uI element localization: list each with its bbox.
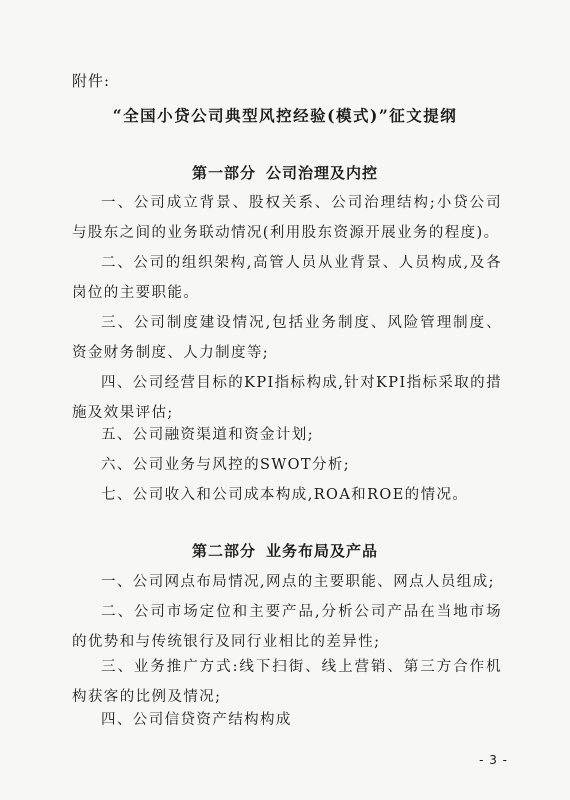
list-item: 二、公司的组织架构,高管人员从业背景、人员构成,及各岗位的主要职能。 — [72, 255, 502, 301]
list-item: 二、公司市场定位和主要产品,分析公司产品在当地市场的优势和与传统银行及同行业相比的差异性; — [72, 604, 502, 650]
section-heading-part-two — [0, 540, 570, 561]
list-item: 一、公司网点布局情况,网点的主要职能、网点人员组成; — [101, 574, 495, 590]
list-item: 三、业务推广方式:线下扫街、线上营销、第三方合作机构获客的比例及情况; — [72, 659, 502, 705]
list-item: 四、公司信贷资产结构构成 — [101, 712, 292, 728]
list-item: 五、公司融资渠道和资金计划; — [101, 427, 314, 443]
section-number: 第二部分 — [191, 542, 256, 560]
list-item: 四、公司经营目标的KPI指标构成,针对KPI指标采取的措施及效果评估; — [72, 375, 502, 421]
list-item: 三、公司制度建设情况,包括业务制度、风险管理制度、资金财务制度、人力制度等; — [72, 315, 502, 361]
list-item: 六、公司业务与风控的SWOT分析; — [101, 457, 351, 473]
section-heading-part-one — [0, 162, 570, 183]
list-item: 一、公司成立背景、股权关系、公司治理结构;小贷公司与股东之间的业务联动情况(利用股东资源开展业务的程度)。 — [72, 195, 502, 241]
document-title: “全国小贷公司典型风控经验(模式)”征文提纲 — [112, 106, 458, 125]
section-title: 公司治理及内控 — [266, 164, 379, 182]
list-item: 七、公司收入和公司成本构成,ROA和ROE的情况。 — [101, 487, 469, 503]
page-number: - 3 - — [479, 753, 508, 767]
attachment-label: 附件: — [72, 72, 111, 90]
section-title: 业务布局及产品 — [266, 542, 379, 560]
section-number: 第一部分 — [191, 164, 256, 182]
